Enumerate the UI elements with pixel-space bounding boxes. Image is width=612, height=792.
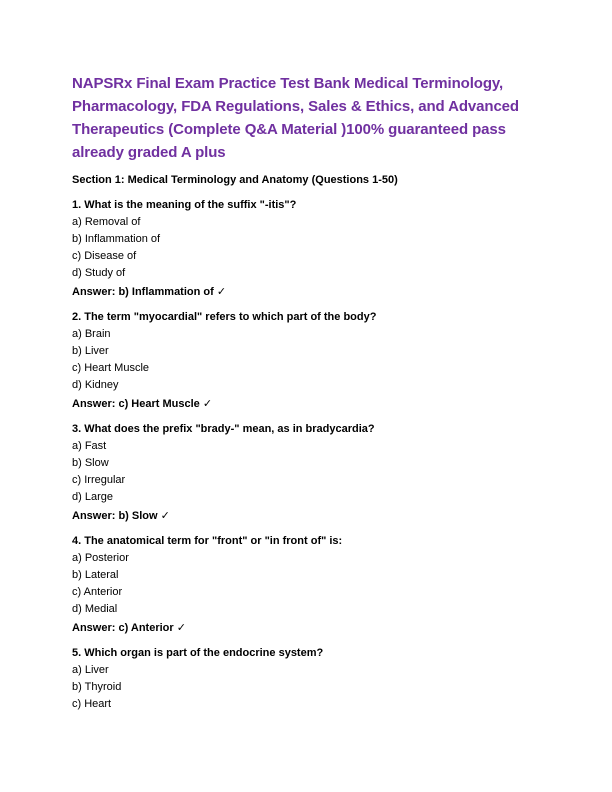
document-page: [72, 72, 542, 721]
option-c: c) Heart: [72, 698, 112, 710]
option-c: c) Anterior: [72, 586, 123, 598]
question-block-4: [72, 533, 542, 637]
question-text: 1. What is the meaning of the suffix "-itis"?: [72, 199, 297, 211]
option-c: c) Disease of: [72, 250, 137, 262]
option-d: d) Kidney: [72, 379, 119, 391]
answer-line: [72, 507, 542, 525]
option-c: c) Heart Muscle: [72, 362, 150, 374]
question-text: 4. The anatomical term for "front" or "in front of" is:: [72, 535, 343, 547]
option-a: a) Brain: [72, 328, 111, 340]
check-mark-icon: ✓: [202, 397, 213, 410]
question-text: 5. Which organ is part of the endocrine system?: [72, 647, 324, 659]
question-text: 3. What does the prefix "brady-" mean, as in bradycardia?: [72, 423, 375, 435]
option-b: b) Inflammation of: [72, 233, 161, 245]
option-a: a) Liver: [72, 664, 109, 676]
document-title: NAPSRx Final Exam Practice Test Bank Medical Terminology, Pharmacology, FDA Regulations, Sales & Ethics, and Advanced Therapeutics (Complete Q&A Material )100% guaranteed pass already graded A plus: [72, 75, 519, 161]
question-text: 2. The term "myocardial" refers to which part of the body?: [72, 311, 377, 323]
question-block-1: [72, 197, 542, 301]
answer-text: Answer: c) Anterior: [72, 622, 174, 634]
check-mark-icon: ✓: [160, 509, 170, 522]
check-mark-icon: ✓: [216, 285, 227, 298]
option-c: c) Irregular: [72, 474, 126, 486]
option-b: b) Slow: [72, 457, 109, 469]
answer-text: Answer: b) Inflammation of: [72, 286, 214, 298]
option-a: a) Fast: [72, 440, 107, 452]
option-b: b) Liver: [72, 345, 109, 357]
question-block-5: [72, 645, 542, 713]
option-b: b) Thyroid: [72, 681, 122, 693]
answer-line: [72, 283, 542, 301]
question-block-2: [72, 309, 542, 413]
question-block-3: [72, 421, 542, 525]
answer-line: [72, 395, 542, 413]
answer-text: Answer: c) Heart Muscle: [72, 398, 200, 410]
option-a: a) Removal of: [72, 216, 141, 228]
option-d: d) Study of: [72, 267, 126, 279]
option-b: b) Lateral: [72, 569, 119, 581]
check-mark-icon: ✓: [176, 621, 186, 634]
option-d: d) Large: [72, 491, 113, 503]
option-d: d) Medial: [72, 603, 118, 615]
answer-text: Answer: b) Slow: [72, 510, 158, 522]
section-heading: Section 1: Medical Terminology and Anatomy (Questions 1-50): [72, 174, 398, 186]
answer-line: [72, 619, 542, 637]
option-a: a) Posterior: [72, 552, 129, 564]
